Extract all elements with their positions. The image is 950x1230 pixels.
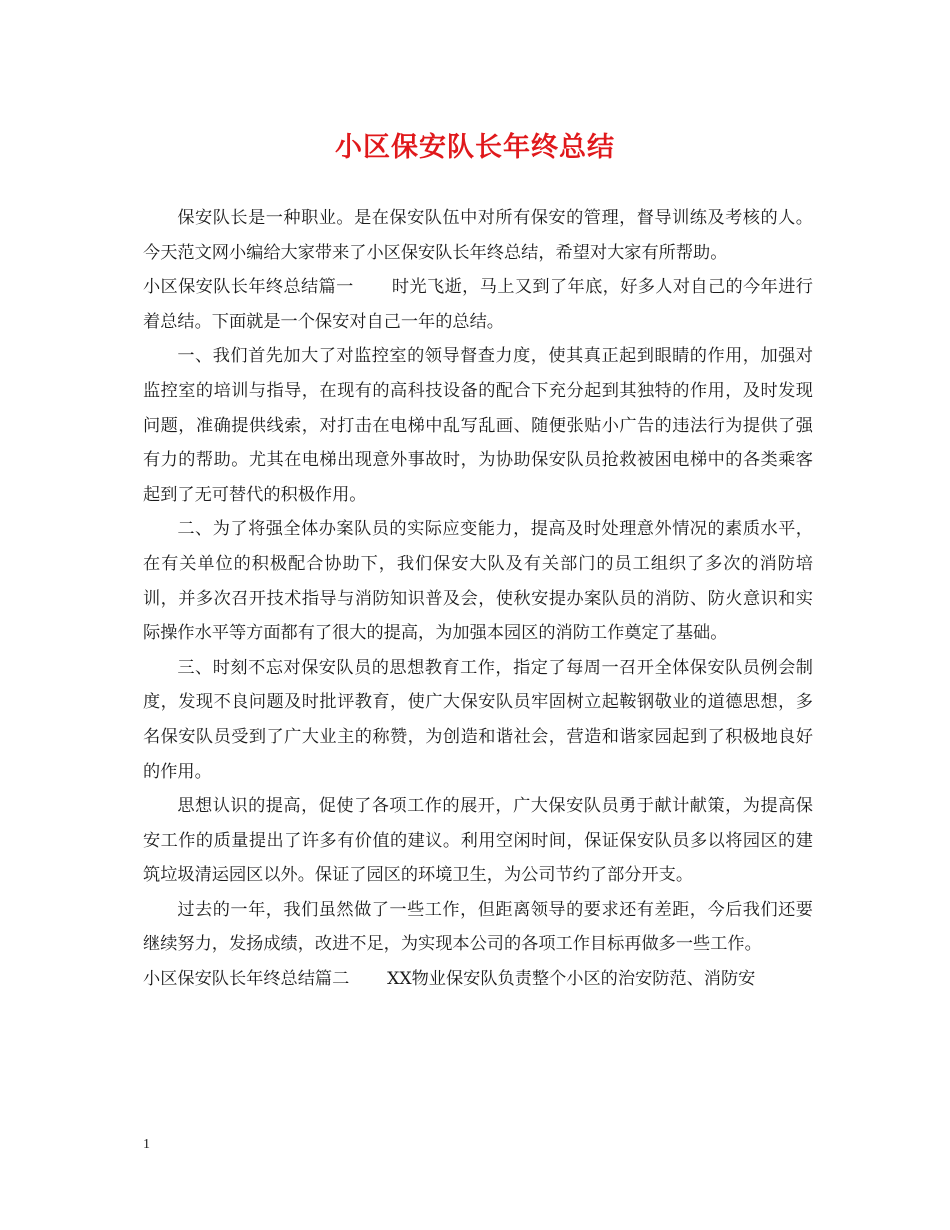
- section2-line: [143, 962, 813, 997]
- paragraph-5: 过去的一年，我们虽然做了一些工作，但距离领导的要求还有差距，今后我们还要继续努力，发扬成绩，改进不足，为实现本公司的各项工作目标再做多一些工作。: [143, 899, 813, 955]
- paragraph-1: 一、我们首先加大了对监控室的领导督查力度，使其真正起到眼睛的作用，加强对监控室的培训与指导，在现有的高科技设备的配合下充分起到其独特的作用，及时发现问题，准确提供线索，对打击在电梯中乱写乱画、随便张贴小广告的违法行为提供了强有力的帮助。尤其在电梯出现意外事故时，为协助保安队员抢救被困电梯中的各类乘客起到了无可替代的积极作用。: [143, 346, 813, 505]
- document-body: [143, 201, 813, 997]
- section1-heading: 小区保安队长年终总结篇一: [143, 277, 354, 298]
- section2-lead: XX物业保安队负责整个小区的治安防范、消防安: [387, 969, 756, 990]
- section2-heading: 小区保安队长年终总结篇二: [143, 969, 350, 990]
- section1-lead: 时光飞逝，马上又到了年底，好多人对自己的今年进行着总结。下面就是一个保安对自己一年的总结。: [143, 277, 813, 332]
- document-title: 小区保安队长年终总结: [335, 132, 615, 163]
- intro-paragraph: 保安队长是一种职业。是在保安队伍中对所有保安的管理，督导训练及考核的人。今天范文网小编给大家带来了小区保安队长年终总结，希望对大家有所帮助。: [143, 208, 813, 263]
- page-number: 1: [143, 1137, 150, 1152]
- paragraph-2: 二、为了将强全体办案队员的实际应变能力，提高及时处理意外情况的素质水平，在有关单位的积极配合协助下，我们保安大队及有关部门的员工组织了多次的消防培训，并多次召开技术指导与消防知识普及会，使秋安提办案队员的消防、防火意识和实际操作水平等方面都有了很大的提高，为加强本园区的消防工作奠定了基础。: [143, 519, 813, 644]
- section1-line: [143, 270, 813, 339]
- paragraph-4: 思想认识的提高，促使了各项工作的展开，广大保安队员勇于献计献策，为提高保安工作的质量提出了许多有价值的建议。利用空闲时间，保证保安队员多以将园区的建筑垃圾清运园区以外。保证了园区的环境卫生，为公司节约了部分开支。: [143, 796, 813, 886]
- paragraph-3: 三、时刻不忘对保安队员的思想教育工作，指定了每周一召开全体保安队员例会制度，发现不良问题及时批评教育，使广大保安队员牢固树立起鞍钢敬业的道德思想，多名保安队员受到了广大业主的称赞，为创造和谐社会，营造和谐家园起到了积极地良好的作用。: [143, 657, 813, 782]
